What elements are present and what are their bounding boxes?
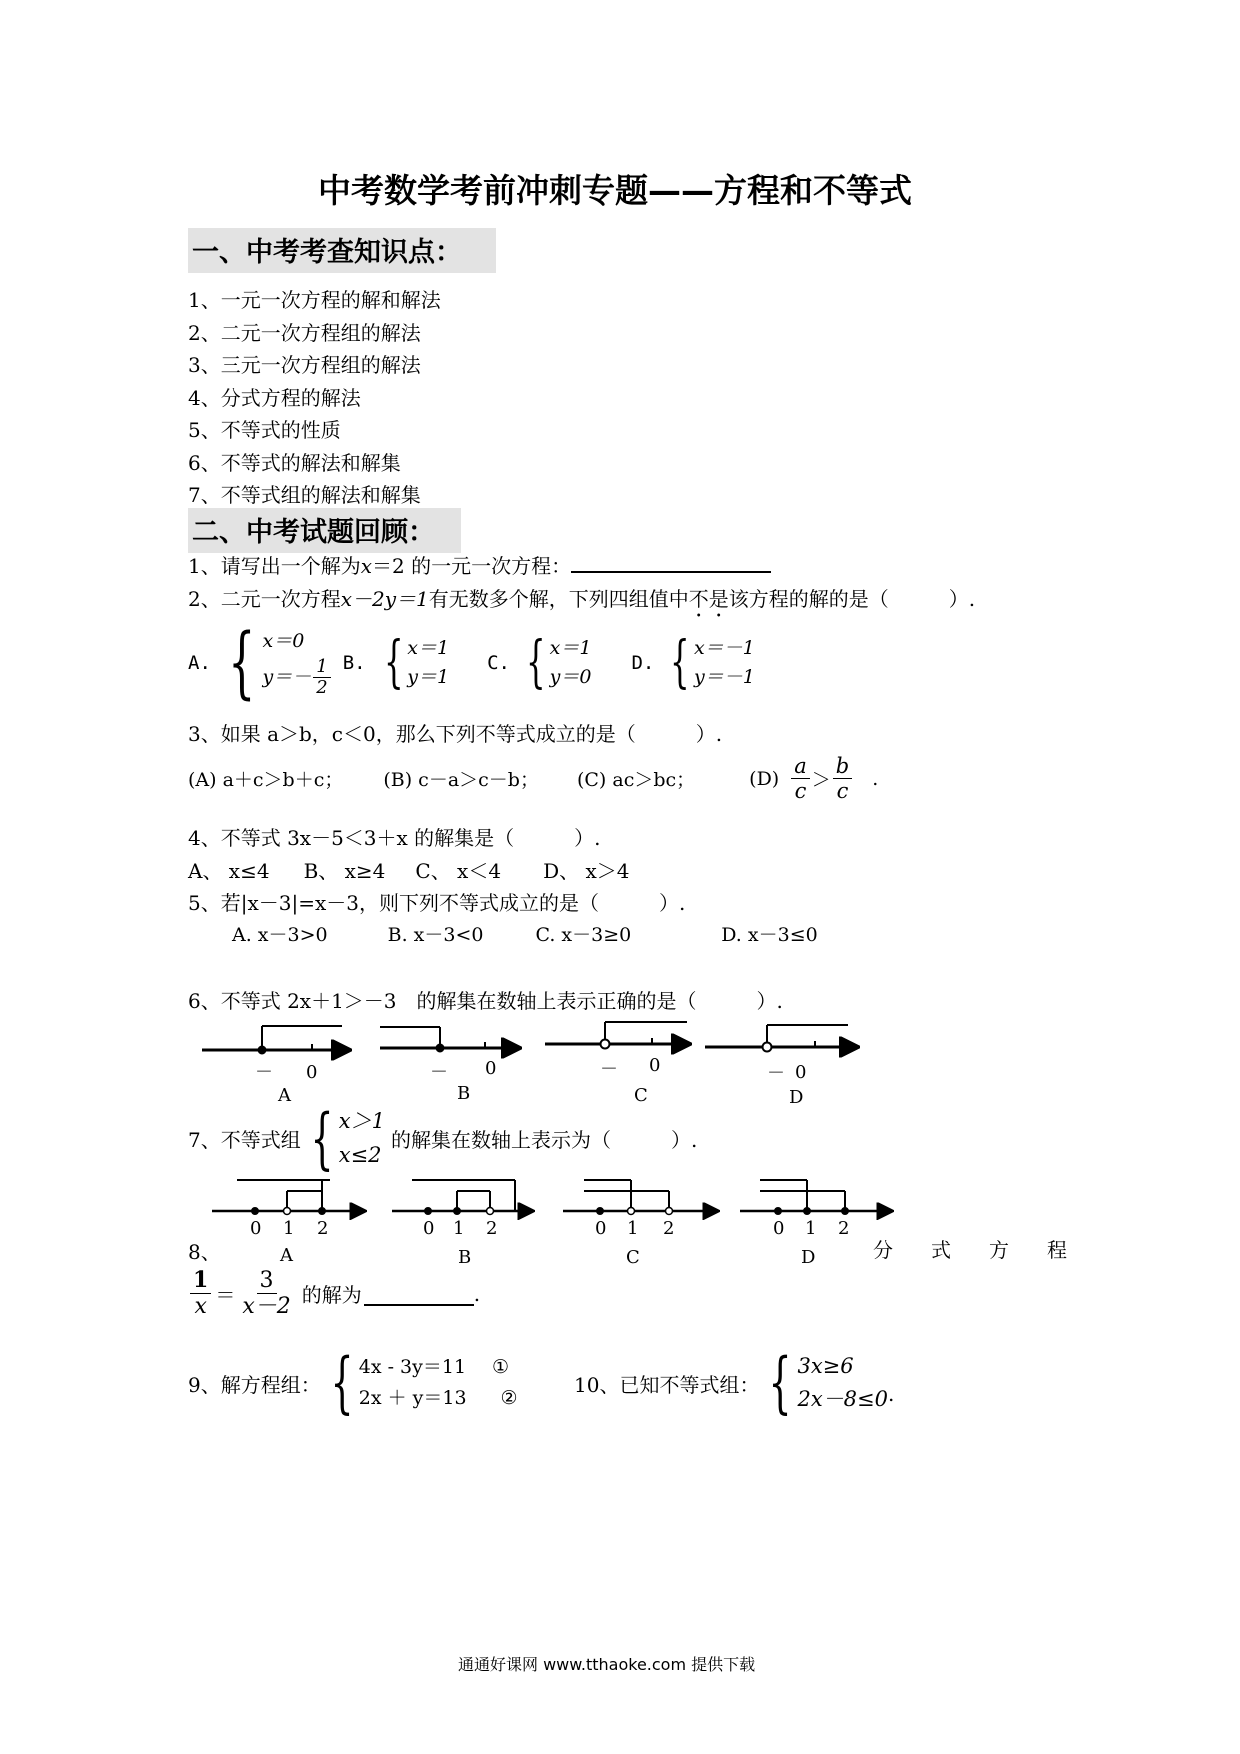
question-2-stem [188,583,975,622]
section-heading-knowledge: 一、中考考查知识点： [188,228,496,273]
q2-option-b-label: B. [342,652,366,674]
q9-row1: 4x - 3y＝11 [358,1355,467,1378]
q2-option-a-label: A. [188,652,211,674]
q7-b-option-label: B [458,1247,472,1268]
question-3-stem: 3、如果 a＞b，c＜0，那么下列不等式成立的是（ ）. [188,722,723,746]
q6-b-minus-label: － [430,1062,448,1083]
question-1 [188,550,771,579]
q7-a-tick-1: 1 [283,1218,295,1239]
q8-suffix: 的解为 [301,1283,362,1308]
knowledge-item: 2、二元一次方程组的解法 [188,320,421,345]
q7-c-tick-0: 0 [595,1218,607,1239]
q6-a-option-label: A [278,1085,291,1106]
q6-d-zero-label: 0 [795,1062,807,1083]
q2-a-frac-num: 1 [313,657,330,679]
q6-a-zero-label: 0 [306,1062,318,1083]
q9-row2: 2x ＋ y＝13 [358,1387,467,1409]
q1-variable: x [360,554,373,578]
q7-d-option-label: D [801,1247,816,1268]
q6-d-option-label: D [789,1087,804,1108]
q6-b-zero-label: 0 [485,1058,497,1079]
q9-mark1: ① [492,1355,510,1378]
q7-figure-b [392,1180,533,1215]
q5-option-a: A. x－3>0 [232,924,328,946]
knowledge-item: 4、分式方程的解法 [188,385,361,410]
q7-prefix: 7、不等式组 [188,1128,301,1153]
q2-option-d-row1: x＝－1 [693,636,755,659]
q3-option-d-end: . [872,767,879,790]
question-10 [574,1344,895,1421]
q1-prefix: 1、请写出一个解为 [188,554,361,578]
q7-d-tick-0: 0 [773,1218,785,1239]
q6-c-option-label: C [634,1085,648,1106]
q2-option-a-row2: y＝－ [262,666,312,688]
q7-a-tick-0: 0 [250,1218,262,1239]
question-5-options [232,920,818,947]
q6-a-minus-label: － [255,1062,273,1083]
q10-prefix: 10、已知不等式组： [574,1372,760,1397]
q6-c-zero-label: 0 [649,1055,661,1076]
q2-emphasis: 不是 [688,587,729,611]
q7-row2: x≤2 [338,1142,382,1167]
q9-system [321,1344,518,1421]
q6-figure-b [380,1027,520,1052]
question-7-stem [188,1099,698,1177]
q7-b-tick-0: 0 [423,1218,435,1239]
q6-figure-d [705,1025,858,1052]
q8-equals: ＝ [215,1283,236,1308]
q7-figure-d [740,1180,892,1215]
q7-c-option-label: C [626,1247,640,1268]
q7-b-tick-2: 2 [486,1218,498,1239]
brace-icon: { [228,618,256,708]
q2-option-c-system [518,630,592,695]
q3-option-d-rel: ＞ [811,769,831,792]
knowledge-item: 5、不等式的性质 [188,418,341,442]
question-3-options [188,754,878,803]
q6-d-minus-label: － [767,1063,785,1084]
q2-prefix: 2、二元一次方程 [188,587,341,611]
q3-option-c: (C) ac＞bc； [576,769,696,792]
knowledge-item: 6、不等式的解法和解集 [188,450,401,475]
q8-heading-words [873,1234,1067,1263]
q6-b-option-label: B [457,1083,471,1104]
q8-end: . [473,1281,481,1306]
q2-option-d-label: D. [631,652,655,674]
brace-icon: { [330,1344,354,1421]
q10-end: . [887,1382,895,1406]
q1-answer-blank[interactable] [571,571,771,573]
question-4-options [188,855,629,884]
question-5-stem: 5、若|x－3|=x－3，则下列不等式成立的是（ ）. [188,891,686,915]
q5-option-c: C. x－3≥0 [535,924,632,946]
question-9 [188,1344,518,1421]
q7-row1: x＞1 [338,1109,385,1133]
brace-icon: { [310,1099,334,1177]
q8-word: 方 [989,1238,1009,1262]
q1-equation: ＝2 的一元一次方程： [372,554,572,578]
knowledge-item: 3、三元一次方程组的解法 [188,353,421,377]
brace-icon: { [383,630,404,695]
q7-figure-a [212,1180,365,1215]
knowledge-list [188,284,441,512]
q8-word: 程 [1047,1238,1067,1262]
q4-option-a: A、 x≤4 [188,859,270,883]
q7-d-tick-2: 2 [838,1218,850,1239]
q2-option-a-row1: x＝0 [262,630,305,653]
q10-system [759,1344,888,1421]
q2-suffix: 该方程的解的是（ ）. [728,587,976,611]
q7-c-tick-2: 2 [663,1218,675,1239]
page-footer: 通通好课网 www.tthaoke.com 提供下载 [458,1655,756,1674]
brace-icon: { [525,630,546,695]
brace-icon: { [670,630,690,695]
section-heading-review: 二、中考试题回顾： [188,508,461,553]
q2-option-c-row2: y＝0 [549,666,592,688]
brace-icon: { [768,1344,793,1421]
q10-row2: 2x－8≤0 [797,1387,888,1411]
q2-option-a-system [217,618,331,708]
q4-option-d: D、 x＞4 [543,859,630,883]
question-8-equation [190,1268,480,1320]
q2-equation: x－2y＝1 [340,587,429,611]
q3-option-a: (A) a＋c＞b＋c； [188,769,344,792]
q2-option-c-row1: x＝1 [549,636,592,659]
q3-option-d-frac1: $\frac{a}{c}$ [791,754,810,803]
q7-a-option-label: A [280,1245,293,1266]
q2-a-frac-den: 2 [316,677,328,699]
q7-d-tick-1: 1 [805,1218,817,1239]
q3-option-d-label: (D) [749,767,780,790]
q2-mid: 有无数多个解，下列四组值中 [428,587,689,611]
q2-option-d-row2: y＝－1 [693,666,755,688]
q8-frac-right: $\frac{3}{x-2}$ [242,1268,291,1320]
q2-option-d-system [662,630,755,695]
q8-answer-blank[interactable] [364,1282,474,1306]
knowledge-item: 1、一元一次方程的解和解法 [188,288,441,312]
q2-option-b-row2: y＝1 [407,666,450,688]
q2-option-c-label: C. [487,652,510,674]
q7-suffix: 的解集在数轴上表示为（ ）. [390,1128,698,1153]
knowledge-item: 7、不等式组的解法和解集 [188,483,421,507]
question-6-stem: 6、不等式 2x＋1＞－3 的解集在数轴上表示正确的是（ ）. [188,989,783,1013]
q7-number-lines [200,1175,900,1235]
page-title: 中考数学考前冲刺专题——方程和不等式 [318,171,912,210]
q7-figure-c [563,1180,718,1215]
q8-number: 8、 [188,1240,221,1264]
q10-row1: 3x≥6 [797,1354,854,1379]
q2-option-b-row1: x＝1 [407,636,450,659]
q5-option-b: B. x－3<0 [387,924,484,946]
q7-system [301,1099,385,1177]
question-4-stem: 4、不等式 3x－5＜3＋x 的解集是（ ）. [188,826,601,850]
q6-figure-c [545,1022,690,1049]
q2-option-b-system [376,630,450,695]
q7-a-tick-2: 2 [317,1218,329,1239]
question-2-options [188,618,755,708]
q6-c-minus-label: － [600,1059,618,1080]
q3-option-b: (B) c－a＞c－b； [383,769,539,792]
q7-b-tick-1: 1 [453,1218,465,1239]
q9-prefix: 9、解方程组： [188,1372,321,1397]
q4-option-b: B、 x≥4 [303,859,386,883]
q6-figure-a [202,1026,350,1054]
q8-word: 分 [873,1238,893,1262]
q8-frac-left: $\frac{1}{x}$ [190,1268,211,1320]
q3-option-d-frac2: $\frac{b}{c}$ [833,754,852,803]
q9-mark2: ② [500,1387,518,1409]
q8-word: 式 [931,1238,951,1262]
q4-option-c: C、 x＜4 [415,859,502,883]
q5-option-d: D. x－3≤0 [721,924,818,946]
q7-c-tick-1: 1 [627,1218,639,1239]
